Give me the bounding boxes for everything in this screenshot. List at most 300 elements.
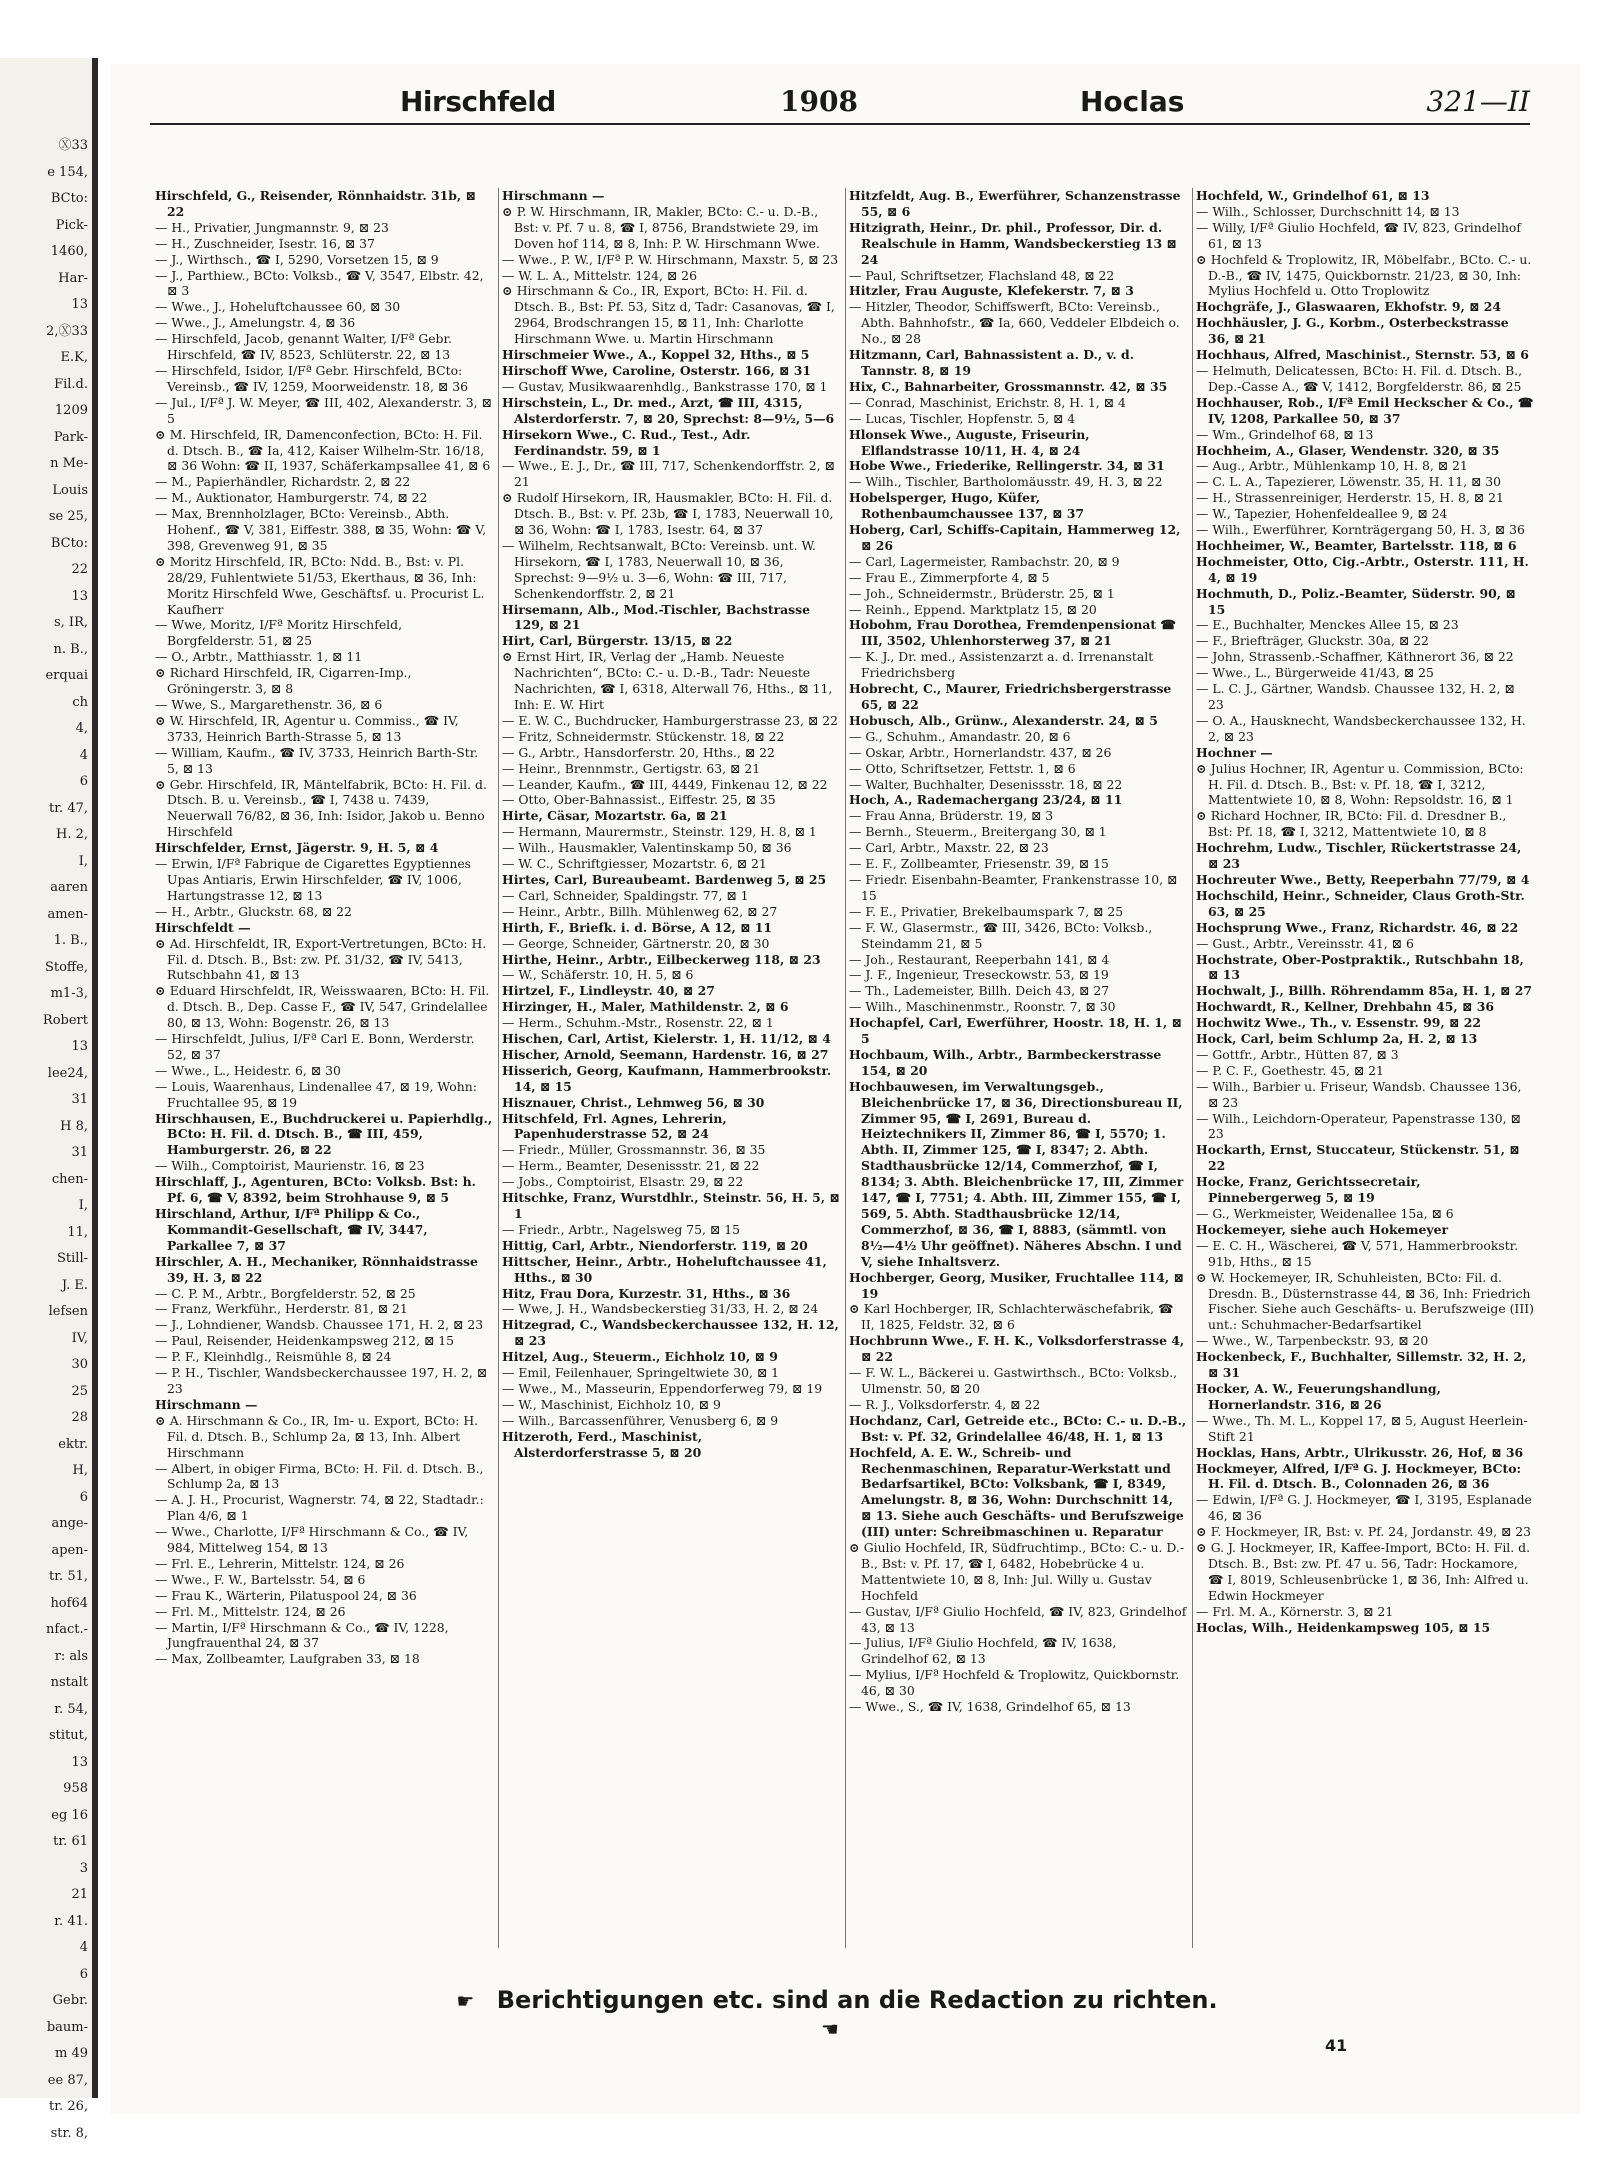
margin-fragment: 30 xyxy=(71,1357,88,1372)
directory-entry: — John, Strassenb.-Schaffner, Käthnerort 36, ⊠ 22 xyxy=(1196,649,1534,665)
margin-fragment: lefsen xyxy=(48,1304,88,1319)
directory-entry: — Heinr., Arbtr., Billh. Mühlenweg 62, ⊠ 27 xyxy=(502,904,840,920)
margin-fragment: H, xyxy=(72,1463,88,1478)
directory-entry: Hirschhausen, E., Buchdruckerei u. Papierhdlg., BCto: H. Fil. d. Dtsch. B., ☎ III, 459, Hamburgerstr. 26, ⊠ 22 xyxy=(155,1110,493,1158)
directory-entry: — Mylius, I/Fª Hochfeld & Troplowitz, Quickbornstr. 46, ⊠ 30 xyxy=(849,1667,1187,1699)
directory-entry: — P. F., Kleinhdlg., Reismühle 8, ⊠ 24 xyxy=(155,1349,493,1365)
directory-entry: — P. H., Tischler, Wandsbeckerchaussee 197, H. 2, ⊠ 23 xyxy=(155,1365,493,1397)
directory-entry: Hirte, Cäsar, Mozartstr. 6a, ⊠ 21 xyxy=(502,808,728,824)
page-number: 41 xyxy=(1325,2036,1348,2055)
directory-entry: Hochwitz Wwe., Th., v. Essenstr. 99, ⊠ 22 xyxy=(1196,1015,1481,1031)
directory-entry: — Frl. M. A., Körnerstr. 3, ⊠ 21 xyxy=(1196,1604,1534,1620)
directory-entry: Hochbrunn Wwe., F. H. K., Volksdorferstrasse 4, ⊠ 22 xyxy=(849,1333,1185,1365)
directory-entry: — William, Kaufm., ☎ IV, 3733, Heinrich Barth-Str. 5, ⊠ 13 xyxy=(155,745,493,777)
margin-fragment: erquai xyxy=(45,668,88,683)
directory-entry: — Max, Zollbeamter, Laufgraben 33, ⊠ 18 xyxy=(155,1651,493,1667)
directory-entry: ⊙ Julius Hochner, IR, Agentur u. Commission, BCto: H. Fil. d. Dtsch. B., Bst: v. Pf. 18, ☎ I, 3212, Mattentwiete 10, ⊠ 8, Wohn: Repsoldstr. 16, ⊠ 1 xyxy=(1196,761,1534,809)
margin-fragment: tr. 51, xyxy=(49,1569,88,1584)
directory-entry: — C. L. A., Tapezierer, Löwenstr. 35, H. 11, ⊠ 30 xyxy=(1196,474,1534,490)
column-rule xyxy=(845,188,846,1948)
directory-entry: — Emil, Feilenhauer, Springeltwiete 30, ⊠ 1 xyxy=(502,1365,840,1381)
margin-fragment: n. B., xyxy=(53,641,88,657)
margin-fragment: ektr. xyxy=(58,1436,88,1452)
directory-entry: Hochstrate, Ober-Postpraktik., Rutschbahn 18, ⊠ 13 xyxy=(1196,951,1524,983)
margin-fragment: I, xyxy=(78,1198,88,1213)
directory-entry: ⊙ Ernst Hirt, IR, Verlag der „Hamb. Neueste Nachrichten“, BCto: C.- u. D.-B., Tadr: Neueste Nachrichten, ☎ I, 6318, Alterwall 76, Hths., ⊠ 11, Inh: E. W. Hirt xyxy=(502,649,840,713)
directory-entry: — W., Tapezier, Hohenfeldeallee 9, ⊠ 24 xyxy=(1196,506,1534,522)
directory-entry: — Leander, Kaufm., ☎ III, 4449, Finkenau 12, ⊠ 22 xyxy=(502,777,840,793)
margin-fragment: Robert xyxy=(42,1012,88,1028)
margin-fragment: r. 41. xyxy=(54,1913,88,1929)
directory-entry: Hochheim, A., Glaser, Wendenstr. 320, ⊠ 35 xyxy=(1196,442,1500,458)
pointing-hand-left-icon: ☚ xyxy=(821,2017,839,2041)
directory-entry: — Th., Lademeister, Billh. Deich 43, ⊠ 27 xyxy=(849,983,1187,999)
directory-entry: Hochner — xyxy=(1196,744,1273,760)
margin-fragment: baum- xyxy=(46,2019,88,2035)
margin-fragment: IV, xyxy=(71,1330,88,1346)
directory-entry: Hocke, Franz, Gerichtssecretair, Pinnebergerweg 5, ⊠ 19 xyxy=(1196,1174,1421,1206)
margin-fragment: tr. 26, xyxy=(49,2099,88,2114)
directory-entry: ⊙ M. Hirschfeld, IR, Damenconfection, BCto: H. Fil. d. Dtsch. B., ☎ Ia, 412, Kaiser Wilhelm-Str. 16/18, ⊠ 36 Wohn: ☎ II, 1937, Schäferkampsallee 41, ⊠ 6 xyxy=(155,427,493,475)
directory-entry: Hitzigrath, Heinr., Dr. phil., Professor, Dir. d. Realschule in Hamm, Wandsbeckerstieg 13 ⊠ 24 xyxy=(849,219,1177,267)
directory-entry: Hirschlaff, J., Agenturen, BCto: Volksb. Bst: h. Pf. 6, ☎ V, 8392, beim Strohhause 9, ⊠ 5 xyxy=(155,1174,476,1206)
directory-entry: Hoch, A., Rademachergang 23/24, ⊠ 11 xyxy=(849,792,1123,808)
directory-entry: — G., Arbtr., Hansdorferstr. 20, Hths., ⊠ 22 xyxy=(502,745,840,761)
margin-fragment: 4 xyxy=(79,1940,88,1955)
margin-fragment: nfact.- xyxy=(46,1622,88,1637)
directory-entry: — Carl, Schneider, Spaldingstr. 77, ⊠ 1 xyxy=(502,888,840,904)
directory-entry: — H., Privatier, Jungmannstr. 9, ⊠ 23 xyxy=(155,220,493,236)
directory-entry: — Wilh., Comptoirist, Maurienstr. 16, ⊠ 23 xyxy=(155,1158,493,1174)
directory-entry: — Jobs., Comptoirist, Elsastr. 29, ⊠ 22 xyxy=(502,1174,840,1190)
directory-entry: — Hirschfeldt, Julius, I/Fª Carl E. Bonn, Werderstr. 52, ⊠ 37 xyxy=(155,1031,493,1063)
directory-entry: Hirschmann — xyxy=(155,1396,258,1412)
directory-entry: — Franz, Werkführ., Herderstr. 81, ⊠ 21 xyxy=(155,1301,493,1317)
column-rule xyxy=(1192,188,1193,1948)
margin-fragment: 4, xyxy=(75,721,88,736)
directory-entry: Hobusch, Alb., Grünw., Alexanderstr. 24, ⊠ 5 xyxy=(849,712,1158,728)
margin-fragment: Pick- xyxy=(55,217,88,233)
header-page-number: 321—II xyxy=(1426,85,1530,118)
directory-entry: — Wilh., Ewerführer, Kornträgergang 50, H. 3, ⊠ 36 xyxy=(1196,522,1534,538)
directory-entry: Hitzeroth, Ferd., Maschinist, Alsterdorferstrasse 5, ⊠ 20 xyxy=(502,1428,703,1460)
directory-entry: — W., Schäferstr. 10, H. 5, ⊠ 6 xyxy=(502,967,840,983)
directory-entry: Hischer, Arnold, Seemann, Hardenstr. 16, ⊠ 27 xyxy=(502,1046,829,1062)
margin-fragment: r. 54, xyxy=(54,1701,88,1717)
directory-entry: — M., Auktionator, Hamburgerstr. 74, ⊠ 22 xyxy=(155,490,493,506)
directory-entry: Hirschfelder, Ernst, Jägerstr. 9, H. 5, ⊠ 4 xyxy=(155,840,439,856)
margin-fragment: 25 xyxy=(71,1383,88,1399)
directory-entry: Hitzfeldt, Aug. B., Ewerführer, Schanzenstrasse 55, ⊠ 6 xyxy=(849,188,1181,219)
margin-fragment: J. E. xyxy=(61,1277,88,1293)
directory-entry: — Julius, I/Fª Giulio Hochfeld, ☎ IV, 1638, Grindelhof 62, ⊠ 13 xyxy=(849,1635,1187,1667)
directory-entry: Hocker, A. W., Feuerungshandlung, Hornerlandstr. 316, ⊠ 26 xyxy=(1196,1380,1441,1412)
header-first-name: Hirschfeld xyxy=(400,85,556,118)
directory-entry: ⊙ F. Hockmeyer, IR, Bst: v. Pf. 24, Jordanstr. 49, ⊠ 23 xyxy=(1196,1524,1534,1540)
margin-fragment: BCto: xyxy=(50,191,88,206)
directory-entry: Hix, C., Bahnarbeiter, Grossmannstr. 42, ⊠ 35 xyxy=(849,378,1168,394)
margin-fragment: 2,Ⓧ33 xyxy=(46,323,88,339)
directory-entry: — Wwe., Th. M. L., Koppel 17, ⊠ 5, August Heerlein-Stift 21 xyxy=(1196,1413,1534,1445)
directory-entry: Hirt, Carl, Bürgerstr. 13/15, ⊠ 22 xyxy=(502,633,733,649)
directory-entry: — E. W. C., Buchdrucker, Hamburgerstrasse 23, ⊠ 22 xyxy=(502,713,840,729)
margin-fragment: e 154, xyxy=(47,164,88,180)
footer-text: Berichtigungen etc. sind an die Redaction zu richten. xyxy=(496,1986,1218,2014)
directory-entry: Hoclas, Wilh., Heidenkampsweg 105, ⊠ 15 xyxy=(1196,1619,1491,1635)
margin-fragment: I, xyxy=(78,853,88,869)
directory-entry: — R. J., Volksdorferstr. 4, ⊠ 22 xyxy=(849,1397,1187,1413)
directory-entry: ⊙ Moritz Hirschfeld, IR, BCto: Ndd. B., Bst: v. Pl. 28/29, Fuhlentwiete 51/53, Ekerthaus, ⊠ 36, Inh: Moritz Hirschfeld Wwe, Geschäftsf. u. Procurist L. Kaufherr xyxy=(155,554,493,618)
directory-entry: — Bernh., Steuerm., Breitergang 30, ⊠ 1 xyxy=(849,824,1187,840)
margin-fragment: Gebr. xyxy=(52,1993,88,2008)
previous-page-margin xyxy=(0,58,98,2141)
margin-fragment: 13 xyxy=(71,1754,88,1770)
directory-entry: Hochwalt, J., Billh. Röhrendamm 85a, H. 1, ⊠ 27 xyxy=(1196,983,1532,999)
directory-entry: — Carl, Arbtr., Maxstr. 22, ⊠ 23 xyxy=(849,840,1187,856)
directory-entry: — Wwe., J., Hoheluftchaussee 60, ⊠ 30 xyxy=(155,299,493,315)
directory-entry: — Wilh., Hausmakler, Valentinskamp 50, ⊠ 36 xyxy=(502,840,840,856)
margin-fragment: 1209 xyxy=(54,403,88,418)
directory-entry: Hochbaum, Wilh., Arbtr., Barmbeckerstrasse 154, ⊠ 20 xyxy=(849,1046,1162,1078)
directory-entry: — E., Buchhalter, Menckes Allee 15, ⊠ 23 xyxy=(1196,617,1534,633)
directory-entry: — J., Lohndiener, Wandsb. Chaussee 171, H. 2, ⊠ 23 xyxy=(155,1317,493,1333)
directory-entry: Hirschoff Wwe, Caroline, Osterstr. 166, ⊠ 31 xyxy=(502,362,811,378)
directory-entry: Hisznauer, Christ., Lehmweg 56, ⊠ 30 xyxy=(502,1094,765,1110)
directory-entry: ⊙ P. W. Hirschmann, IR, Makler, BCto: C.- u. D.-B., Bst: v. Pf. 7 u. 8, ☎ I, 8756, Brandstwiete 29, im Doven hof 114, ⊠ 8, Inh: P. W. Hirschmann Wwe. xyxy=(502,204,840,252)
directory-entry: Hochheimer, W., Beamter, Bartelsstr. 118, ⊠ 6 xyxy=(1196,537,1517,553)
margin-fragment: r: als xyxy=(54,1648,88,1664)
directory-entry: Hittscher, Heinr., Arbtr., Hoheluftchaussee 41, Hths., ⊠ 30 xyxy=(502,1253,827,1285)
margin-fragment: 6 xyxy=(79,1489,88,1505)
directory-entry: — W. L. A., Mittelstr. 124, ⊠ 26 xyxy=(502,268,840,284)
header-last-name: Hoclas xyxy=(1080,85,1185,118)
directory-entry: — Friedr., Müller, Grossmannstr. 36, ⊠ 35 xyxy=(502,1142,840,1158)
directory-entry: — J., Parthiew., BCto: Volksb., ☎ V, 3547, Elbstr. 42, ⊠ 3 xyxy=(155,268,493,300)
directory-entry: Hitzegrad, C., Wandsbeckerchaussee 132, H. 12, ⊠ 23 xyxy=(502,1317,839,1349)
directory-entry: — P. C. F., Goethestr. 45, ⊠ 21 xyxy=(1196,1063,1534,1079)
margin-fragment: nstalt xyxy=(50,1675,88,1690)
margin-fragment: tr. 47, xyxy=(49,800,88,816)
margin-fragment: chen- xyxy=(51,1171,88,1187)
directory-entry: Hochbauwesen, im Verwaltungsgeb., Bleichenbrücke 17, ⊠ 36, Directionsbureau II, Zimmer 95, ☎ I, 2691, Bureau d. Heiztechnikers II, Zimmer 86, ☎ I, 5570; 1. Abth. II, Zimmer 125, ☎ I, 8347; 2. Abth. Stadthausbrücke 12/14, Commerzhof, ☎ I, 8134; 3. Abth. Bleichenbrücke 17, III, Zimmer 147, ☎ I, 7751; 4. Abth. III, Zimmer 155, ☎ I, 569, 5. Abth. Stadthausbrücke 12/14, Commerzhof, ⊠ 36, ☎ I, 8883, (sämmtl. von 8½—4½ Uhr geöffnet). Näheres Abschn. I und V, siehe Inhaltsverz. xyxy=(849,1078,1184,1269)
directory-entry: — Joh., Schneidermstr., Brüderstr. 25, ⊠ 1 xyxy=(849,586,1187,602)
margin-fragment: ange- xyxy=(51,1516,88,1531)
directory-entry: Hochsprung Wwe., Franz, Richardstr. 46, ⊠ 22 xyxy=(1196,919,1519,935)
directory-entry: Hocklas, Hans, Arbtr., Ulrikusstr. 26, Hof, ⊠ 36 xyxy=(1196,1444,1524,1460)
directory-entry: ⊙ Karl Hochberger, IR, Schlachterwäschefabrik, ☎ II, 1825, Feldstr. 32, ⊠ 6 xyxy=(849,1301,1187,1333)
directory-entry: — Frau E., Zimmerpforte 4, ⊠ 5 xyxy=(849,570,1187,586)
directory-entry: — K. J., Dr. med., Assistenzarzt a. d. Irrenanstalt Friedrichsberg xyxy=(849,649,1187,681)
directory-entry: — Gottfr., Arbtr., Hütten 87, ⊠ 3 xyxy=(1196,1047,1534,1063)
margin-fragment: 4 xyxy=(79,747,88,763)
margin-fragment: 13 xyxy=(71,1039,88,1054)
directory-entry: — F. E., Privatier, Brekelbaumspark 7, ⊠ 25 xyxy=(849,904,1187,920)
margin-fragment: ee 87, xyxy=(47,2072,88,2088)
margin-fragment: Ⓧ33 xyxy=(58,138,88,153)
directory-entry: — A. J. H., Procurist, Wagnerstr. 74, ⊠ 22, Stadtadr.: Plan 4/6, ⊠ 1 xyxy=(155,1492,493,1524)
directory-entry: — Wilh., Tischler, Bartholomäusstr. 49, H. 3, ⊠ 22 xyxy=(849,474,1187,490)
directory-entry: Hock, Carl, beim Schlump 2a, H. 2, ⊠ 13 xyxy=(1196,1031,1478,1047)
directory-entry: — H., Strassenreiniger, Herderstr. 15, H. 8, ⊠ 21 xyxy=(1196,490,1534,506)
page-header xyxy=(150,85,1530,125)
margin-fragment: Louis xyxy=(52,482,88,498)
directory-entry: — Heinr., Brennmstr., Gertigstr. 63, ⊠ 21 xyxy=(502,761,840,777)
directory-entry: ⊙ Richard Hirschfeld, IR, Cigarren-Imp., Gröningerstr. 3, ⊠ 8 xyxy=(155,665,493,697)
directory-entry: — Wwe, S., Margarethenstr. 36, ⊠ 6 xyxy=(155,697,493,713)
margin-fragment: 28 xyxy=(71,1410,88,1425)
directory-entry: ⊙ Ad. Hirschfeldt, IR, Export-Vertretungen, BCto: H. Fil. d. Dtsch. B., Bst: zw. Pf. 31/32, ☎ IV, 5413, Rutschbahn 41, ⊠ 13 xyxy=(155,936,493,984)
directory-entry: Hochmuth, D., Poliz.-Beamter, Süderstr. 90, ⊠ 15 xyxy=(1196,585,1516,617)
directory-entry: — G., Schuhm., Amandastr. 20, ⊠ 6 xyxy=(849,729,1187,745)
column-3 xyxy=(849,188,1187,1948)
margin-fragment: eg 16 xyxy=(51,1807,88,1823)
directory-entry: — Wwe., W., Tarpenbeckstr. 93, ⊠ 20 xyxy=(1196,1333,1534,1349)
directory-entry: Hobrecht, C., Maurer, Friedrichsbergerstrasse 65, ⊠ 22 xyxy=(849,681,1172,712)
column-rule xyxy=(498,188,499,1948)
directory-entry: — H., Zuschneider, Isestr. 16, ⊠ 37 xyxy=(155,236,493,252)
directory-entry: — Max, Brennholzlager, BCto: Vereinsb., Abth. Hohenf., ☎ V, 381, Eiffestr. 388, ⊠ 35, Wohn: ☎ V, 398, Grevenweg 91, ⊠ 35 xyxy=(155,506,493,554)
directory-entry: ⊙ A. Hirschmann & Co., IR, Im- u. Export, BCto: H. Fil. d. Dtsch. B., Schlump 2a, ⊠ 13, Inh. Albert Hirschmann xyxy=(155,1413,493,1461)
margin-fragment: 31 xyxy=(71,1092,88,1107)
directory-entry: Hochrehm, Ludw., Tischler, Rückertstrasse 24, ⊠ 23 xyxy=(1196,840,1522,872)
directory-entry: — E. F., Zollbeamter, Friesenstr. 39, ⊠ 15 xyxy=(849,856,1187,872)
directory-entry: ⊙ Hochfeld & Troplowitz, IR, Möbelfabr., BCto. C.- u. D.-B., ☎ IV, 1475, Quickbornstr. 21/23, ⊠ 30, Inh: Mylius Hochfeld u. Otto Troplowitz xyxy=(1196,252,1534,300)
directory-entry: — Wwe., F. W., Bartelsstr. 54, ⊠ 6 xyxy=(155,1572,493,1588)
directory-entry: — M., Papierhändler, Richardstr. 2, ⊠ 22 xyxy=(155,474,493,490)
directory-entry: — Wm., Grindelhof 68, ⊠ 13 xyxy=(1196,427,1534,443)
column-2 xyxy=(502,188,840,1948)
directory-entry: — Wwe, J. H., Wandsbeckerstieg 31/33, H. 2, ⊠ 24 xyxy=(502,1301,840,1317)
directory-entry: — Wwe., S., ☎ IV, 1638, Grindelhof 65, ⊠ 13 xyxy=(849,1699,1187,1715)
directory-entry: — Louis, Waarenhaus, Lindenallee 47, ⊠ 19, Wohn: Fruchtallee 95, ⊠ 19 xyxy=(155,1079,493,1111)
directory-entry: ⊙ Gebr. Hirschfeld, IR, Mäntelfabrik, BCto: H. Fil. d. Dtsch. B. u. Vereinsb., ☎ I, 7438 u. 7439, Neuerwall 76/82, ⊠ 36, Inh: Isidor, Jakob u. Benno Hirschfeld xyxy=(155,777,493,841)
margin-fragment: H 8, xyxy=(60,1118,88,1134)
directory-entry: — Herm., Beamter, Desenissstr. 21, ⊠ 22 xyxy=(502,1158,840,1174)
margin-fragment: Stoffe, xyxy=(44,959,88,975)
directory-entry: — Otto, Schriftsetzer, Fettstr. 1, ⊠ 6 xyxy=(849,761,1187,777)
directory-entry: Hirtes, Carl, Bureaubeamt. Bardenweg 5, ⊠ 25 xyxy=(502,871,827,887)
directory-entry: Hochfeld, A. E. W., Schreib- und Rechenmaschinen, Reparatur-Werkstatt und Bedarfsartikel, BCto: Volksbank, ☎ I, 8349, Amelungstr. 8, ⊠ 36, Wohn: Durchschnitt 14, ⊠ 13. Siehe auch Geschäfts- und Berufszweige (III) unter: Schreibmaschinen u. Reparatur xyxy=(849,1444,1184,1540)
directory-entry: — Paul, Schriftsetzer, Flachsland 48, ⊠ 22 xyxy=(849,268,1187,284)
directory-entry: — Jul., I/Fª J. W. Meyer, ☎ III, 402, Alexanderstr. 3, ⊠ 5 xyxy=(155,395,493,427)
directory-entry: ⊙ Richard Hochner, IR, BCto: Fil. d. Dresdner B., Bst: Pf. 18, ☎ I, 3212, Mattentwiete 10, ⊠ 8 xyxy=(1196,808,1534,840)
directory-entry: Hirth, F., Briefk. i. d. Börse, A 12, ⊠ 11 xyxy=(502,919,773,935)
directory-entry: — Friedr. Eisenbahn-Beamter, Frankenstrasse 10, ⊠ 15 xyxy=(849,872,1187,904)
margin-fragment: 13 xyxy=(71,588,88,604)
pointing-hand-right-icon: ☛ xyxy=(456,1989,475,2013)
directory-entry: Hockemeyer, siehe auch Hokemeyer xyxy=(1196,1221,1449,1237)
directory-entry: Hitschfeld, Frl. Agnes, Lehrerin, Papenhuderstrasse 52, ⊠ 24 xyxy=(502,1110,727,1142)
directory-entry: Hochhäusler, J. G., Korbm., Osterbeckstrasse 36, ⊠ 21 xyxy=(1196,315,1509,347)
directory-entry: — Wilh., Leichdorn-Operateur, Papenstrasse 130, ⊠ 23 xyxy=(1196,1111,1534,1143)
directory-entry: Hochberger, Georg, Musiker, Fruchtallee 114, ⊠ 19 xyxy=(849,1269,1184,1301)
margin-fragment: stitut, xyxy=(48,1728,88,1743)
directory-entry: Hochwardt, R., Kellner, Drehbahn 45, ⊠ 36 xyxy=(1196,999,1494,1015)
directory-entry: Hobelsperger, Hugo, Küfer, Rothenbaumchaussee 137, ⊠ 37 xyxy=(849,490,1085,522)
directory-entry: Hirschfeldt — xyxy=(155,919,251,935)
directory-entry: Hochhauser, Rob., I/Fª Emil Heckscher & Co., ☎ IV, 1208, Parkallee 50, ⊠ 37 xyxy=(1196,394,1534,426)
directory-entry: Hirtzel, F., Lindleystr. 40, ⊠ 27 xyxy=(502,983,715,999)
directory-entry: — Gustav, I/Fª Giulio Hochfeld, ☎ IV, 823, Grindelhof 43, ⊠ 13 xyxy=(849,1604,1187,1636)
margin-fragment: str. 8, xyxy=(50,2125,88,2141)
directory-entry: — Oskar, Arbtr., Hornerlandstr. 437, ⊠ 26 xyxy=(849,745,1187,761)
directory-entry: Hirthe, Heinr., Arbtr., Eilbeckerweg 118, ⊠ 23 xyxy=(502,951,821,967)
directory-entry: — Wwe., L., Bürgerweide 41/43, ⊠ 25 xyxy=(1196,665,1534,681)
directory-entry: — O., Arbtr., Matthiasstr. 1, ⊠ 11 xyxy=(155,649,493,665)
directory-entry: — George, Schneider, Gärtnerstr. 20, ⊠ 30 xyxy=(502,936,840,952)
column-4 xyxy=(1196,188,1534,1948)
directory-entry: Hochgräfe, J., Glaswaaren, Ekhofstr. 9, ⊠ 24 xyxy=(1196,299,1502,315)
directory-entry: Hockenbeck, F., Buchhalter, Sillemstr. 32, H. 2, ⊠ 31 xyxy=(1196,1349,1527,1381)
margin-fragment: s, IR, xyxy=(54,615,88,630)
margin-fragment: 11, xyxy=(67,1224,88,1240)
directory-entry: ⊙ Rudolf Hirsekorn, IR, Hausmakler, BCto: H. Fil. d. Dtsch. B., Bst: v. Pf. 23b, ☎ I, 1783, Neuerwall 10, ⊠ 36, Wohn: ☎ I, 1783, Isestr. 64, ⊠ 37 xyxy=(502,490,840,538)
directory-entry: Hirschmann — xyxy=(502,188,605,203)
directory-entry: Hitz, Frau Dora, Kurzestr. 31, Hths., ⊠ 36 xyxy=(502,1285,791,1301)
directory-entry: — F. W. L., Bäckerei u. Gastwirthsch., BCto: Volksb., Ulmenstr. 50, ⊠ 20 xyxy=(849,1365,1187,1397)
directory-entry: — C. P. M., Arbtr., Borgfelderstr. 52, ⊠ 25 xyxy=(155,1286,493,1302)
directory-entry: — Gustav, Musikwaarenhdlg., Bankstrasse 170, ⊠ 1 xyxy=(502,379,840,395)
directory-entry: Hischen, Carl, Artist, Kielerstr. 1, H. 11/12, ⊠ 4 xyxy=(502,1031,831,1047)
directory-entry: — Willy, I/Fª Giulio Hochfeld, ☎ IV, 823, Grindelhof 61, ⊠ 13 xyxy=(1196,220,1534,252)
margin-fragment: 31 xyxy=(71,1145,88,1160)
margin-fragment: 13 xyxy=(71,297,88,312)
directory-entry: — Martin, I/Fª Hirschmann & Co., ☎ IV, 1228, Jungfrauenthal 24, ⊠ 37 xyxy=(155,1620,493,1652)
directory-entry: Hochdanz, Carl, Getreide etc., BCto: C.- u. D.-B., Bst: v. Pf. 32, Grindelallee 46/48, H. 1, ⊠ 13 xyxy=(849,1412,1187,1444)
directory-entry: — Hermann, Maurermstr., Steinstr. 129, H. 8, ⊠ 1 xyxy=(502,824,840,840)
directory-entry: — Edwin, I/Fª G. J. Hockmeyer, ☎ I, 3195, Esplanade 46, ⊠ 36 xyxy=(1196,1492,1534,1524)
margin-fragment: tr. 61 xyxy=(53,1834,88,1849)
directory-entry: Hitzmann, Carl, Bahnassistent a. D., v. d. Tannstr. 8, ⊠ 19 xyxy=(849,347,1135,378)
directory-entry: — Friedr., Arbtr., Nagelsweg 75, ⊠ 15 xyxy=(502,1222,840,1238)
margin-fragment: 958 xyxy=(63,1781,88,1796)
margin-fragment: ch xyxy=(72,694,88,710)
margin-fragment: 22 xyxy=(71,562,88,577)
directory-entry: — Wwe., L., Heidestr. 6, ⊠ 30 xyxy=(155,1063,493,1079)
directory-entry: — Paul, Reisender, Heidenkampsweg 212, ⊠ 15 xyxy=(155,1333,493,1349)
directory-entry: — Conrad, Maschinist, Erichstr. 8, H. 1, ⊠ 4 xyxy=(849,395,1187,411)
directory-entry: — Wilh., Maschinenmstr., Roonstr. 7, ⊠ 30 xyxy=(849,999,1187,1015)
directory-entry: Hitschke, Franz, Wurstdhlr., Steinstr. 56, H. 5, ⊠ 1 xyxy=(502,1190,840,1221)
directory-entry: Hittig, Carl, Arbtr., Niendorferstr. 119, ⊠ 20 xyxy=(502,1237,808,1253)
directory-entry: — Wwe., Charlotte, I/Fª Hirschmann & Co., ☎ IV, 984, Mittelweg 154, ⊠ 13 xyxy=(155,1524,493,1556)
margin-fragment: amen- xyxy=(47,906,88,922)
directory-entry: — J. F., Ingenieur, Treseckowstr. 53, ⊠ 19 xyxy=(849,967,1187,983)
directory-entry: Hirschfeld, G., Reisender, Rönnhaidstr. 31b, ⊠ 22 xyxy=(155,188,476,219)
directory-entry: — W., Maschinist, Eichholz 10, ⊠ 9 xyxy=(502,1397,840,1413)
directory-entry: — Wwe., P. W., I/Fª P. W. Hirschmann, Maxstr. 5, ⊠ 23 xyxy=(502,252,840,268)
directory-entry: — W. C., Schriftgiesser, Mozartstr. 6, ⊠ 21 xyxy=(502,856,840,872)
column-1 xyxy=(155,188,493,1948)
margin-fragment: 21 xyxy=(71,1887,88,1902)
directory-entry: Hochschild, Heinr., Schneider, Claus Groth-Str. 63, ⊠ 25 xyxy=(1196,887,1525,919)
margin-fragment: hof64 xyxy=(50,1595,88,1611)
directory-entry: ⊙ Hirschmann & Co., IR, Export, BCto: H. Fil. d. Dtsch. B., Bst: Pf. 53, Sitz d, Tadr: Casanovas, ☎ I, 2964, Brodschrangen 15, ⊠ 11, Inh: Charlotte Hirschmann Wwe. u. Martin Hirschmann xyxy=(502,283,840,347)
directory-entry: — Frau Anna, Brüderstr. 19, ⊠ 3 xyxy=(849,808,1187,824)
directory-entry: Hochreuter Wwe., Betty, Reeperbahn 77/79, ⊠ 4 xyxy=(1196,871,1530,887)
margin-fragment: 1460, xyxy=(50,244,88,259)
directory-entry: — Wilhelm, Rechtsanwalt, BCto: Vereinsb. unt. W. Hirsekorn, ☎ I, 1783, Neuerwall 10, ⊠ 36, Sprechst: 9—9½ u. 3—6, Wohn: ☎ III, 717, Schenkendorffstr. 2, ⊠ 21 xyxy=(502,538,840,602)
directory-entry: Hochhaus, Alfred, Maschinist., Sternstr. 53, ⊠ 6 xyxy=(1196,347,1529,363)
directory-entry: — Herm., Schuhm.-Mstr., Rosenstr. 22, ⊠ 1 xyxy=(502,1015,840,1031)
margin-fragment: 6 xyxy=(79,774,88,789)
directory-entry: Hirschmeier Wwe., A., Koppel 32, Hths., ⊠ 5 xyxy=(502,347,810,363)
directory-entry: Hlonsek Wwe., Auguste, Friseurin, Elflandstrasse 10/11, H. 4, ⊠ 24 xyxy=(849,426,1090,458)
directory-entry: Hirsekorn Wwe., C. Rud., Test., Adr. Ferdinandstr. 59, ⊠ 1 xyxy=(502,426,751,458)
directory-entry: Hirzinger, H., Maler, Mathildenstr. 2, ⊠ 6 xyxy=(502,999,789,1015)
directory-entry: Hochmeister, Otto, Cig.-Arbtr., Osterstr. 111, H. 4, ⊠ 19 xyxy=(1196,553,1529,585)
directory-entry: Hobe Wwe., Friederike, Rellingerstr. 34, ⊠ 31 xyxy=(849,458,1165,474)
directory-entry: — Hitzler, Theodor, Schiffswerft, BCto: Vereinsb., Abth. Bahnhofstr., ☎ Ia, 660, Veddeler Elbdeich o. No., ⊠ 28 xyxy=(849,299,1187,347)
directory-entry: — Carl, Lagermeister, Rambachstr. 20, ⊠ 9 xyxy=(849,554,1187,570)
margin-fragment: se 25, xyxy=(48,509,88,524)
directory-entry: — Wilh., Barbier u. Friseur, Wandsb. Chaussee 136, ⊠ 23 xyxy=(1196,1079,1534,1111)
directory-entry: — Aug., Arbtr., Mühlenkamp 10, H. 8, ⊠ 21 xyxy=(1196,458,1534,474)
directory-entry: — E. C. H., Wäscherei, ☎ V, 571, Hammerbrookstr. 91b, Hths., ⊠ 15 xyxy=(1196,1238,1534,1270)
directory-entry: — Erwin, I/Fª Fabrique de Cigarettes Egyptiennes Upas Antiaris, Erwin Hirschfelder, ☎ IV, 1006, Hartungstrasse 12, ⊠ 13 xyxy=(155,856,493,904)
directory-entry: Hirschstein, L., Dr. med., Arzt, ☎ III, 4315, Alsterdorferstr. 7, ⊠ 20, Sprechst: 8—9½, 5—6 xyxy=(502,394,835,426)
directory-entry: — Wwe., E. J., Dr., ☎ III, 717, Schenkendorffstr. 2, ⊠ 21 xyxy=(502,458,840,490)
directory-entry: — G., Werkmeister, Weidenallee 15a, ⊠ 6 xyxy=(1196,1206,1534,1222)
directory-entry: Hitzler, Frau Auguste, Klefekerstr. 7, ⊠ 3 xyxy=(849,283,1134,299)
directory-entry: Hockmeyer, Alfred, I/Fª G. J. Hockmeyer, BCto: H. Fil. d. Dtsch. B., Colonnaden 26, ⊠ 36 xyxy=(1196,1460,1522,1492)
directory-entry: — Helmuth, Delicatessen, BCto: H. Fil. d. Dtsch. B., Dep.-Casse A., ☎ V, 1412, Borgfelderstr. 86, ⊠ 25 xyxy=(1196,363,1534,395)
margin-fragment: 3 xyxy=(79,1860,88,1876)
directory-entry: — Walter, Buchhalter, Desenissstr. 18, ⊠ 22 xyxy=(849,777,1187,793)
margin-fragment: Park- xyxy=(53,429,88,445)
directory-entry: — Frau K., Wärterin, Pilatuspool 24, ⊠ 36 xyxy=(155,1588,493,1604)
directory-entry: ⊙ W. Hockemeyer, IR, Schuhleisten, BCto: Fil. d. Dresdn. B., Düsternstrasse 44, ⊠ 36, Inh: Friedrich Fischer. Siehe auch Geschäfts- u. Berufszweige (III) unt.: Schuhmacher-Bedarfsartikel xyxy=(1196,1270,1534,1334)
directory-entry: — Otto, Ober-Bahnassist., Eiffestr. 25, ⊠ 35 xyxy=(502,792,840,808)
margin-fragment: Fil.d. xyxy=(54,376,88,392)
directory-entry: Hisserich, Georg, Kaufmann, Hammerbrookstr. 14, ⊠ 15 xyxy=(502,1062,832,1094)
directory-entry: — Albert, in obiger Firma, BCto: H. Fil. d. Dtsch. B., Schlump 2a, ⊠ 13 xyxy=(155,1461,493,1493)
directory-entry: — O. A., Hausknecht, Wandsbeckerchaussee 132, H. 2, ⊠ 23 xyxy=(1196,713,1534,745)
directory-entry: — Lucas, Tischler, Hopfenstr. 5, ⊠ 4 xyxy=(849,411,1187,427)
directory-entry: — Wilh., Barcassenführer, Venusberg 6, ⊠ 9 xyxy=(502,1413,840,1429)
directory-entry: — Wwe., J., Amelungstr. 4, ⊠ 36 xyxy=(155,315,493,331)
directory-entry: Hochfeld, W., Grindelhof 61, ⊠ 13 xyxy=(1196,188,1430,203)
footer-notice xyxy=(430,1986,1230,2042)
directory-entry: — Wilh., Schlosser, Durchschnitt 14, ⊠ 13 xyxy=(1196,204,1534,220)
directory-entry: ⊙ Giulio Hochfeld, IR, Südfruchtimp., BCto: C.- u. D.-B., Bst: v. Pf. 17, ☎ I, 6482, Hobebrücke 4 u. Mattentwiete 10, ⊠ 8, Inh: Jul. Willy u. Gustav Hochfeld xyxy=(849,1540,1187,1604)
directory-entry: — J., Wirthsch., ☎ I, 5290, Vorsetzen 15, ⊠ 9 xyxy=(155,252,493,268)
directory-entry: — Joh., Restaurant, Reeperbahn 141, ⊠ 4 xyxy=(849,952,1187,968)
margin-fragment: 6 xyxy=(79,1966,88,1982)
directory-entry: — Gust., Arbtr., Vereinsstr. 41, ⊠ 6 xyxy=(1196,936,1534,952)
margin-fragment: m 49 xyxy=(54,2046,88,2061)
directory-entry: — Wwe, Moritz, I/Fª Moritz Hirschfeld, Borgfelderstr. 51, ⊠ 25 xyxy=(155,617,493,649)
directory-entry: ⊙ Eduard Hirschfeldt, IR, Weisswaaren, BCto: H. Fil. d. Dtsch. B., Dep. Casse F., ☎ IV, 547, Grindelallee 80, ⊠ 13, Wohn: Bogenstr. 26, ⊠ 13 xyxy=(155,983,493,1031)
margin-fragment: Still- xyxy=(57,1251,88,1266)
directory-entry: — L. C. J., Gärtner, Wandsb. Chaussee 132, H. 2, ⊠ 23 xyxy=(1196,681,1534,713)
margin-fragment: m1-3, xyxy=(50,986,88,1001)
margin-fragment: n Me- xyxy=(50,456,88,471)
margin-fragment: 1. B., xyxy=(53,933,88,948)
directory-entry: Hitzel, Aug., Steuerm., Eichholz 10, ⊠ 9 xyxy=(502,1349,778,1365)
directory-entry: Hirschland, Arthur, I/Fª Philipp & Co., Kommandit-Gesellschaft, ☎ IV, 3447, Parkallee 7, ⊠ 37 xyxy=(155,1206,428,1253)
directory-entry: Hirschler, A. H., Mechaniker, Rönnhaidstrasse 39, H. 3, ⊠ 22 xyxy=(155,1253,478,1285)
directory-entry: Hochapfel, Carl, Ewerführer, Hoostr. 18, H. 1, ⊠ 5 xyxy=(849,1015,1182,1047)
directory-entry: — H., Arbtr., Gluckstr. 68, ⊠ 22 xyxy=(155,904,493,920)
header-year: 1908 xyxy=(780,85,858,118)
directory-entry: Hirsemann, Alb., Mod.-Tischler, Bachstrasse 129, ⊠ 21 xyxy=(502,601,811,633)
directory-entry: Hockarth, Ernst, Stuccateur, Stückenstr. 51, ⊠ 22 xyxy=(1196,1142,1520,1174)
margin-fragment: E.K, xyxy=(60,350,88,365)
directory-entry: — Frl. E., Lehrerin, Mittelstr. 124, ⊠ 26 xyxy=(155,1556,493,1572)
directory-entry: — Fritz, Schneidermstr. Stückenstr. 18, ⊠ 22 xyxy=(502,729,840,745)
directory-entry: — Wwe., M., Masseurin, Eppendorferweg 79, ⊠ 19 xyxy=(502,1381,840,1397)
